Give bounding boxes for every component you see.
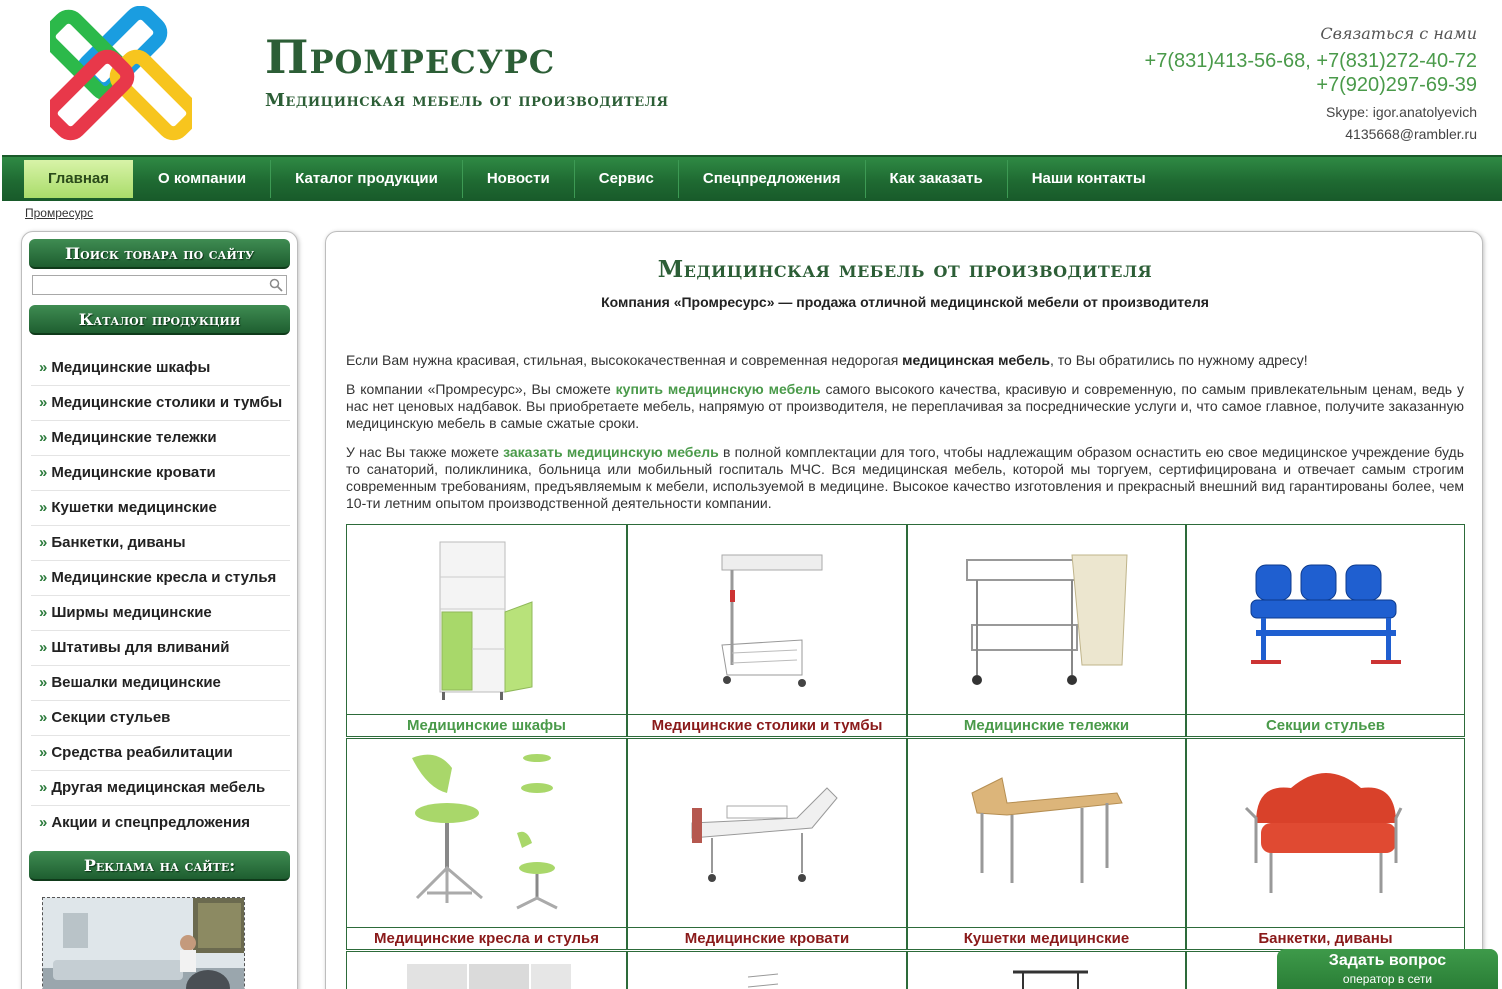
catalog-item[interactable] [31,421,290,456]
catalog-item[interactable] [31,771,290,806]
product-image[interactable] [347,739,626,927]
site-slogan: Медицинская мебель от производителя [265,90,669,111]
catalog-item-label: Секции стульев [51,709,171,726]
catalog-item-label: Акции и спецпредложения [51,814,251,831]
catalog-item[interactable] [31,491,290,526]
contacts-block [1145,24,1477,145]
product-caption[interactable]: Медицинские кресла и стулья [347,927,626,949]
product-caption[interactable]: Кушетки медицинские [908,927,1185,949]
product-caption[interactable]: Медицинские кровати [628,927,906,949]
product-caption[interactable]: Медицинские столики и тумбы [628,714,906,736]
search-input[interactable] [33,276,258,294]
bold-text: медицинская мебель [902,352,1051,368]
catalog-item-label: Кушетки медицинские [51,499,217,516]
paragraph-3 [346,444,1464,512]
product-image[interactable] [628,525,906,714]
product-caption[interactable]: Медицинские тележки [908,714,1185,736]
text-span: Если Вам нужна красивая, стильная, высококачественная и современная недорогая [346,352,903,368]
phone-line-2: +7(920)297-69-39 [1316,74,1477,96]
double-arrow-icon: » [39,779,48,796]
search-icon[interactable] [269,278,283,292]
double-arrow-icon: » [39,499,48,516]
medical-trolley-image [957,545,1137,695]
catalog-item[interactable] [31,351,290,386]
double-arrow-icon: » [39,359,48,376]
medical-chair-image [397,748,577,918]
catalog-item-label: Медицинские кресла и стулья [51,569,277,586]
product-card[interactable] [907,951,1186,989]
skype-contact: Skype: igor.anatolyevich [1326,104,1477,120]
sidebar [21,231,298,989]
product-card[interactable] [627,524,907,737]
medical-table-image [702,545,832,695]
catalog-item[interactable] [31,526,290,561]
contact-title: Связаться с нами [1320,24,1477,43]
product-card[interactable] [907,738,1186,950]
catalog-item-label: Банкетки, диваны [51,534,186,551]
text-span: самого высокого качества, красивую и современную, по самым привлекательным ценам, ведь у нас нет ценовых надбавок. Вы приобретаете мебель, напрямую от производителя, не переплачивая за посреднические услуги и, что самое главное, получите заказанную медицинскую мебель в самые сжатые сроки. [346,381,1464,431]
site-name[interactable]: Промресурс [265,30,556,84]
text-span: , то Вы обратились по нужному адресу! [1050,352,1308,368]
breadcrumb[interactable]: Промресурс [25,206,94,220]
product-card[interactable] [1186,738,1465,950]
medical-bed-image [687,778,847,888]
coat-rack-image [908,952,1185,989]
catalog-item[interactable] [31,736,290,771]
catalog-item[interactable] [31,631,290,666]
nav-item-about[interactable]: О компании [134,160,271,198]
site-header [0,0,1502,155]
page-subtitle: Компания «Промресурс» — продажа отличной медицинской мебели от производителя [601,294,1209,310]
product-card[interactable] [346,738,627,950]
product-image[interactable] [628,739,906,927]
product-card[interactable] [346,951,627,989]
cabinet-image [432,537,542,702]
medical-couch-image [967,773,1127,893]
catalog-item-label: Другая медицинская мебель [51,779,266,796]
search-box [32,275,287,295]
catalog-item-label: Медицинские кровати [51,464,216,481]
double-arrow-icon: » [39,744,48,761]
catalog-item-label: Ширмы медицинские [51,604,212,621]
chat-status: оператор в сети [1342,972,1433,986]
double-arrow-icon: » [39,394,48,411]
catalog-item[interactable] [31,666,290,701]
catalog-heading: Каталог продукции [29,305,290,335]
double-arrow-icon: » [39,639,48,656]
phone-line-1: +7(831)413-56-68, +7(831)272-40-72 [1144,50,1477,72]
iv-stand-image [628,952,906,989]
page-title: Медицинская мебель от производителя [657,256,1153,283]
double-arrow-icon: » [39,429,48,446]
paragraph-1 [346,352,1464,369]
product-card[interactable] [627,951,907,989]
catalog-item-label: Вешалки медицинские [51,674,221,691]
screen-image [347,952,626,989]
product-caption[interactable]: Секции стульев [1187,714,1464,736]
text-span: У нас Вы также можете [346,444,504,460]
buy-furniture-link[interactable]: купить медицинскую мебель [615,381,821,397]
ad-banner[interactable] [42,897,245,989]
catalog-list [31,351,290,841]
email-contact[interactable]: 4135668@rambler.ru [1345,126,1477,142]
intro-text [346,352,1464,524]
order-furniture-link[interactable]: заказать медицинскую мебель [503,444,719,460]
catalog-item[interactable] [31,701,290,736]
main-content [325,231,1483,989]
text-span: В компании «Промресурс», Вы сможете [346,381,616,397]
chat-title: Задать вопрос [1328,952,1447,969]
product-card[interactable] [346,524,627,737]
product-card[interactable] [907,524,1186,737]
chair-section-image [1246,555,1406,685]
product-image[interactable] [908,525,1185,714]
product-image[interactable] [347,525,626,714]
nav-item-service[interactable]: Сервис [575,160,679,198]
double-arrow-icon: » [39,814,48,831]
bench-sofa-image [1241,763,1411,903]
product-card[interactable] [627,738,907,950]
product-image[interactable] [908,739,1185,927]
ad-heading: Реклама на сайте: [29,851,290,881]
catalog-item-label: Средства реабилитации [51,744,233,761]
product-image[interactable] [1187,739,1464,927]
nav-item-how-to-order[interactable]: Как заказать [866,160,1008,198]
catalog-item-label: Медицинские шкафы [51,359,211,376]
double-arrow-icon: » [39,569,48,586]
ask-question-button[interactable] [1277,949,1498,989]
product-image[interactable] [1187,525,1464,714]
catalog-item[interactable] [31,596,290,631]
product-caption[interactable]: Медицинские шкафы [347,714,626,736]
catalog-item-label: Штативы для вливаний [51,639,230,656]
double-arrow-icon: » [39,674,48,691]
double-arrow-icon: » [39,709,48,726]
company-logo[interactable] [50,6,192,144]
product-caption[interactable]: Банкетки, диваны [1187,927,1464,949]
nav-item-contacts[interactable]: Наши контакты [1031,170,1146,187]
catalog-item[interactable] [31,561,290,596]
catalog-item[interactable] [31,386,290,421]
product-card[interactable] [1186,524,1465,737]
catalog-item-label: Медицинские тележки [51,429,217,446]
catalog-item[interactable] [31,806,290,841]
main-nav [2,155,1502,201]
double-arrow-icon: » [39,534,48,551]
text-span: в полной комплектации для того, чтобы надлежащим образом оснастить ею свое медицинское учреждение будь то санаторий, поликлиника, больница или мобильный госпиталь МЧС. Вся медицинская мебель, которой мы торгуем, сертифицирована и отвечает самым строгим современным требованиям, предъявляемым к мебели, используемой в медицине. Высокое качество изготовления и прекрасный внешний вид гарантированы более, чем 10-ти летним опытом производственной деятельности компании. [346,444,1464,511]
paragraph-2 [346,381,1464,432]
double-arrow-icon: » [39,604,48,621]
catalog-item-label: Медицинские столики и тумбы [51,394,283,411]
search-heading: Поиск товара по сайту [29,239,290,269]
catalog-item[interactable] [31,456,290,491]
double-arrow-icon: » [39,464,48,481]
nav-item-news[interactable]: Новости [463,160,575,198]
nav-item-home[interactable]: Главная [24,160,133,198]
nav-item-special-offers[interactable]: Спецпредложения [679,160,866,198]
ad-banner-image [43,898,245,989]
nav-item-catalog[interactable]: Каталог продукции [271,160,463,198]
